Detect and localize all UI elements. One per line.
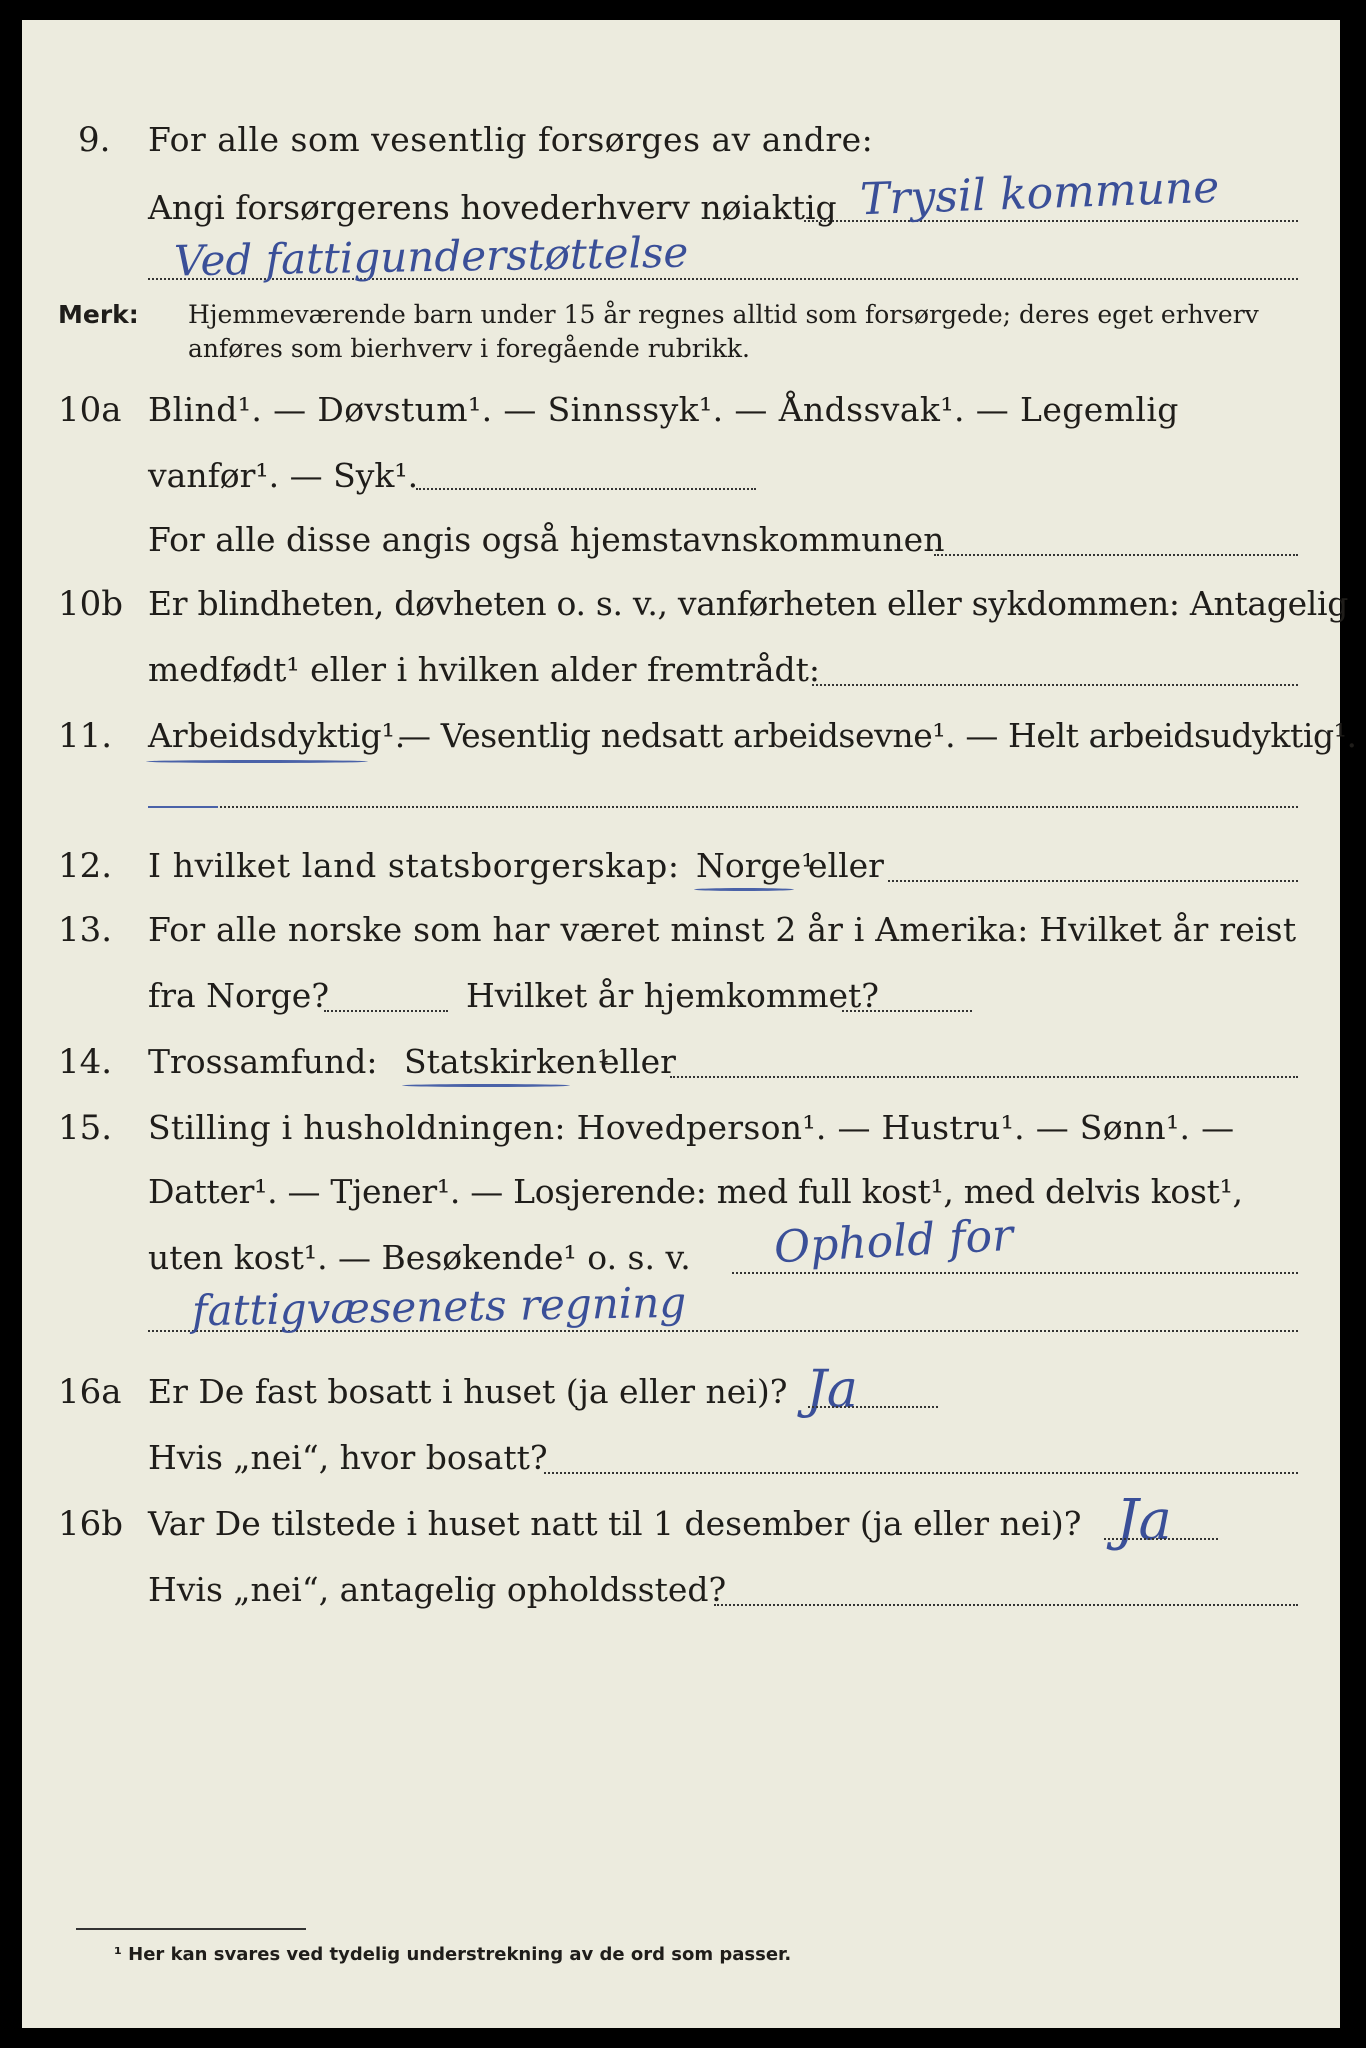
- q11-number: 11.: [58, 716, 113, 756]
- q16b-line1: Var De tilstede i huset natt til 1 desember (ja eller nei)?: [148, 1504, 1082, 1543]
- q15-answer-line1: [732, 1272, 1298, 1274]
- q9-handwritten-answer1: Trysil kommune: [859, 161, 1221, 226]
- q14-underline-mark: [402, 1084, 570, 1087]
- q15-handwritten-answer1: Ophold for: [772, 1209, 1015, 1274]
- merk-line1: Hjemmeværende barn under 15 år regnes alltid som forsørgede; deres eget erhverv: [188, 300, 1259, 329]
- q10a-line1: Blind¹. — Døvstum¹. — Sinnssyk¹. — Åndssvak¹. — Legemlig: [148, 390, 1179, 429]
- q10b-line1: Er blindheten, døvheten o. s. v., vanførheten eller sykdommen: Antagelig: [148, 584, 1349, 623]
- q12-number: 12.: [58, 846, 113, 886]
- q16a-number: 16a: [58, 1372, 122, 1412]
- q16b-number: 16b: [58, 1504, 124, 1544]
- q12-option-norge: Norge¹: [696, 846, 815, 885]
- q9-line1: For alle som vesentlig forsørges av andre:: [148, 120, 874, 159]
- q15-handwritten-answer2: fattigvæsenets regning: [191, 1277, 687, 1336]
- q12-underline-mark: [694, 888, 794, 891]
- q12-suffix: eller: [808, 846, 884, 885]
- q13-line2b: Hvilket år hjemkommet?: [466, 976, 879, 1015]
- q16b-line2: Hvis „nei“, antagelig opholdssted?: [148, 1570, 727, 1609]
- q11-underline-mark: [146, 760, 368, 763]
- q12-answer-line: [888, 880, 1298, 882]
- q14-option-statskirken: Statskirken¹: [404, 1042, 611, 1081]
- q10a-number: 10a: [58, 390, 122, 430]
- q11-answer-line: [148, 806, 1298, 808]
- q16b-opholdssted-line: [714, 1604, 1298, 1606]
- q13-reist-line: [324, 1010, 448, 1012]
- q13-line2a: fra Norge?: [148, 976, 330, 1015]
- q16b-answer-line: [1104, 1538, 1218, 1540]
- q10b-number: 10b: [58, 584, 124, 624]
- census-form-page: [22, 20, 1357, 2028]
- merk-label: Merk:: [58, 300, 139, 329]
- q11-option-arbeidsdyktig: Arbeidsdyktig¹.: [148, 716, 406, 755]
- q10a-line2: vanfør¹. — Syk¹.: [148, 456, 419, 495]
- q15-line1: Stilling i husholdningen: Hovedperson¹. — Hustru¹. — Sønn¹. —: [148, 1108, 1235, 1147]
- q11-answer-dash: [148, 806, 218, 808]
- q14-answer-line: [670, 1076, 1298, 1078]
- q16b-handwritten-answer: Ja: [1116, 1488, 1172, 1553]
- merk-line2: anføres som bierhverv i foregående rubrikk.: [188, 334, 750, 363]
- q13-number: 13.: [58, 910, 113, 950]
- q14-text: Trossamfund:: [148, 1042, 378, 1081]
- q9-handwritten-answer2: Ved fattigunderstøttelse: [173, 227, 689, 286]
- q10a-syk-line: [416, 488, 756, 490]
- q14-number: 14.: [58, 1042, 113, 1082]
- q16a-handwritten-answer: Ja: [806, 1360, 858, 1420]
- q16a-answer-line: [808, 1406, 938, 1408]
- q10b-answer-line: [812, 684, 1298, 686]
- q15-number: 15.: [58, 1108, 113, 1148]
- q10b-line2: medfødt¹ eller i hvilken alder fremtrådt:: [148, 650, 821, 689]
- q9-number: 9.: [78, 120, 111, 160]
- q15-line3: uten kost¹. — Besøkende¹ o. s. v.: [148, 1238, 691, 1277]
- footnote: ¹ Her kan svares ved tydelig understrekning av de ord som passer.: [114, 1944, 792, 1965]
- q11-rest: — Vesentlig nedsatt arbeidsevne¹. — Helt arbeidsudyktig¹.: [398, 716, 1357, 755]
- q10a-hjemstavn-line: [934, 554, 1298, 556]
- q15-line2: Datter¹. — Tjener¹. — Losjerende: med full kost¹, med delvis kost¹,: [148, 1172, 1243, 1211]
- q9-line2: Angi forsørgerens hovederhverv nøiaktig: [148, 188, 837, 227]
- q16a-line1: Er De fast bosatt i huset (ja eller nei)?: [148, 1372, 788, 1411]
- q14-suffix: eller: [600, 1042, 676, 1081]
- footnote-rule: [76, 1928, 306, 1930]
- q10a-line3: For alle disse angis også hjemstavnskommunen: [148, 520, 945, 559]
- q13-hjemkommet-line: [842, 1010, 972, 1012]
- q12-text: I hvilket land statsborgerskap:: [148, 846, 680, 885]
- q16a-line2: Hvis „nei“, hvor bosatt?: [148, 1438, 548, 1477]
- q13-line1: For alle norske som har været minst 2 år i Amerika: Hvilket år reist: [148, 910, 1297, 949]
- q16a-bosatt-line: [544, 1472, 1298, 1474]
